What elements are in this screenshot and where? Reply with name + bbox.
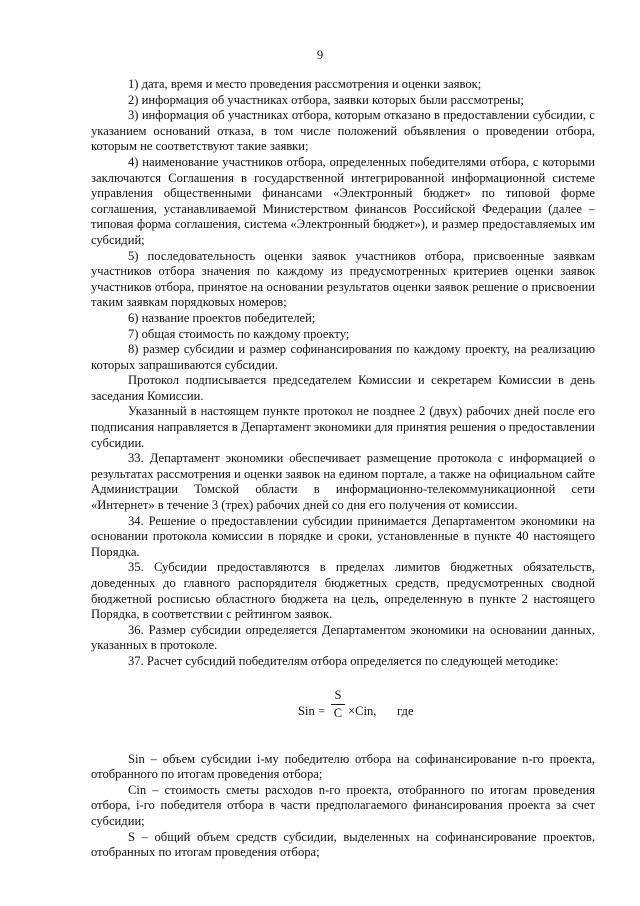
paragraph-36: 36. Размер субсидии определяется Департаментом экономики на основании данных, указанных в протоколе.: [91, 622, 595, 653]
formula-numerator: S: [334, 687, 342, 702]
formula-where: где: [397, 703, 414, 718]
list-item-1: 1) дата, время и место проведения рассмотрения и оценки заявок;: [128, 77, 482, 91]
formula-rhs: ×Cin,: [348, 703, 377, 718]
paragraph-34: 34. Решение о предоставлении субсидии принимается Департаментом экономики на основании протокола комиссии в порядке и сроки, установленные в пункте 40 настоящего Порядка.: [91, 513, 595, 559]
list-item-7: 7) общая стоимость по каждому проекту;: [128, 326, 350, 341]
definition-sin: Sin – объем субсидии i-му победителю отбора на софинансирование n-го проекта, отобранного по итогам проведения отбора;: [91, 751, 595, 782]
paragraph-37: 37. Расчет субсидий победителям отбора определяется по следующей методике:: [128, 653, 559, 668]
list-item-5: 5) последовательность оценки заявок участников отбора, присвоенные заявкам участников отбора значения по каждому из предусмотренных критериев оценки заявок участников отбора, принятое на основании результатов оценки заявок решение о присвоении таким заявкам порядковых номеров;: [91, 248, 595, 310]
subsidy-formula: [91, 684, 595, 740]
list-item-4: 4) наименование участников отбора, определенных победителями отбора, с которыми заключаются Соглашения в государственной интегрированной информационной системе управления общественными финансами «Электронный бюджет» по типовой форме соглашения, устанавливаемой Министерством финансов Российской Федерации (далее – типовая форма соглашения, система «Электронный бюджет»), и размер предоставляемых им субсидий;: [91, 154, 595, 247]
list-item-2: 2) информация об участниках отбора, заявки которых были рассмотрены;: [128, 92, 524, 107]
page-number: 9: [316, 48, 324, 62]
paragraph-protocol-signing: Протокол подписывается председателем Комиссии и секретарем Комиссии в день заседания Комиссии.: [91, 373, 595, 403]
formula-fraction: [331, 688, 345, 721]
list-item-8: 8) размер субсидии и размер софинансирования по каждому проекту, на реализацию которых запрашиваются субсидии.: [91, 342, 595, 372]
paragraph-33: 33. Департамент экономики обеспечивает размещение протокола с информацией о результатах рассмотрения и оценки заявок на едином портале, а также на официальном сайте Администрации Томской области в информационно-телекоммуникационной сети «Интернет» в течение 3 (трех) рабочих дней со дня его получения от комиссии.: [91, 451, 595, 513]
definition-cin: Cin – стоимость сметы расходов n-го проекта, отобранного по итогам проведения отбора, i-го победителя отбора в части предполагаемого финансирования проекта за счет субсидии;: [91, 782, 595, 828]
formula-lhs: Sin =: [298, 703, 326, 718]
paragraph-protocol-sending: Указанный в настоящем пункте протокол не позднее 2 (двух) рабочих дней после его подписания направляется в Департамент экономики для принятия решения о предоставлении субсидии.: [91, 404, 595, 450]
formula-denominator: C: [333, 705, 343, 720]
document-body: [91, 77, 595, 861]
list-item-3: 3) информация об участниках отбора, которым отказано в предоставлении субсидии, с указанием оснований отказа, в том числе положений объявления о проведении отбора, которым не соответствуют такие заявки;: [91, 108, 595, 154]
fraction-bar: [331, 704, 345, 705]
list-item-6: 6) название проектов победителей;: [128, 310, 316, 325]
paragraph-35: 35. Субсидии предоставляются в пределах лимитов бюджетных обязательств, доведенных до главного распорядителя бюджетных средств, предусмотренных сводной бюджетной росписью областного бюджета на цель, определенную в пункте 2 настоящего Порядка, в соответствии с рейтингом заявок.: [91, 560, 595, 622]
definition-s: S – общий объем средств субсидии, выделенных на софинансирование проектов, отобранных по итогам проведения отбора;: [91, 829, 595, 860]
